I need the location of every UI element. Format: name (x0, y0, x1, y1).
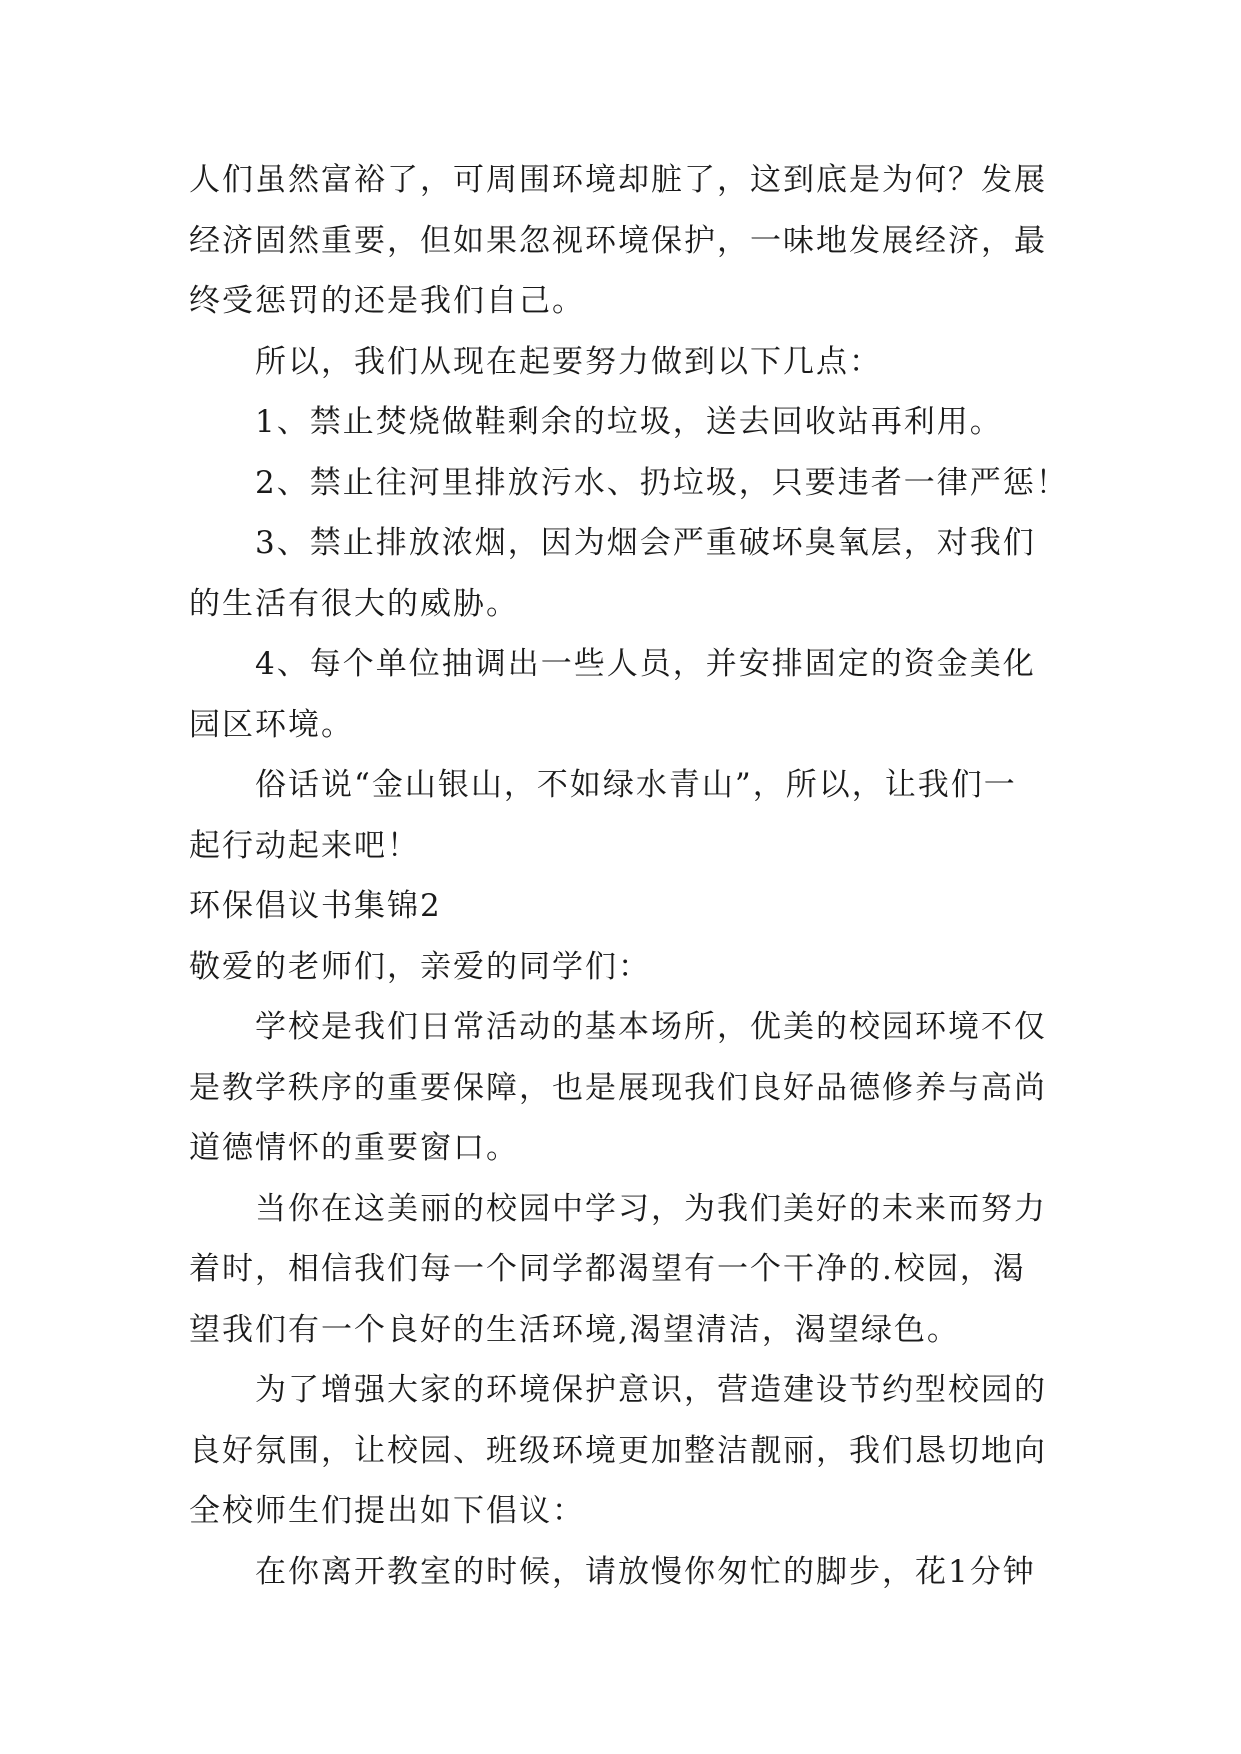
text-line: 学校是我们日常活动的基本场所，优美的校园环境不仅 (255, 1009, 1047, 1045)
text-line: 起行动起来吧！ (189, 827, 420, 864)
text-line: 终受惩罚的还是我们自己。 (189, 283, 585, 319)
text-line: 当你在这美丽的校园中学习，为我们美好的未来而努力 (255, 1190, 1047, 1227)
list-item: 3、禁止排放浓烟，因为烟会严重破坏臭氧层，对我们 (255, 525, 1036, 561)
text-line: 所以，我们从现在起要努力做到以下几点： (255, 343, 882, 380)
list-item: 2、禁止往河里排放污水、扔垃圾，只要违者一律严惩！ (255, 464, 1069, 501)
text-line: 为了增强大家的环境保护意识，营造建设节约型校园的 (255, 1372, 1047, 1408)
text-line: 的生活有很大的威胁。 (189, 585, 519, 622)
list-item: 4、每个单位抽调出一些人员，并安排固定的资金美化 (255, 646, 1036, 682)
salutation: 敬爱的老师们，亲爱的同学们： (189, 948, 651, 985)
text-line: 在你离开教室的时候，请放慢你匆忙的脚步，花1分钟 (255, 1553, 1036, 1590)
section-heading: 环保倡议书集锦2 (189, 888, 442, 924)
text-line: 道德情怀的重要窗口。 (189, 1130, 519, 1166)
text-line: 望我们有一个良好的生活环境,渴望清洁，渴望绿色。 (189, 1311, 960, 1348)
text-line: 人们虽然富裕了，可周围环境却脏了，这到底是为何？发展 (189, 162, 1047, 198)
text-line: 是教学秩序的重要保障，也是展现我们良好品德修养与高尚 (189, 1069, 1047, 1106)
text-line: 俗话说“金山银山，不如绿水青山”，所以，让我们一 (255, 767, 1017, 803)
text-line: 全校师生们提出如下倡议： (189, 1493, 585, 1529)
document-page (189, 150, 1069, 1602)
text-line: 经济固然重要，但如果忽视环境保护，一味地发展经济，最 (189, 222, 1047, 259)
list-item: 1、禁止焚烧做鞋剩余的垃圾，送去回收站再利用。 (255, 404, 1003, 440)
text-line: 园区环境。 (189, 706, 354, 743)
text-line: 着时，相信我们每一个同学都渴望有一个干净的.校园，渴 (189, 1251, 1026, 1287)
text-line: 良好氛围，让校园、班级环境更加整洁靓丽，我们恳切地向 (189, 1432, 1047, 1469)
